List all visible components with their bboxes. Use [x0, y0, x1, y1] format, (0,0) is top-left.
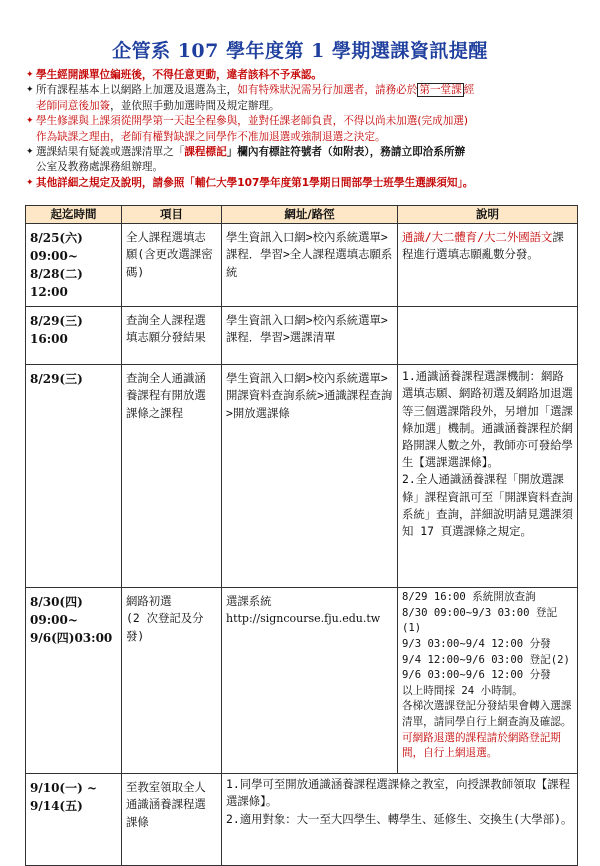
row-date: 8/29(三): [26, 365, 122, 588]
row-url: 學生資訊入口網>校內系統選單>開課資料查詢系統>通識課程查詢>開放選課條: [222, 365, 398, 588]
notes-list: [26, 68, 582, 191]
note-2-text-f: ，並依照手動加選時間及規定辦理。: [110, 99, 280, 112]
schedule-line: 9/4 12:00~9/6 03:00 登記(2): [402, 653, 570, 666]
schedule-line: 9/3 03:00~9/4 12:00 分發: [402, 637, 551, 650]
signcourse-link[interactable]: http://signcourse.fju.edu.tw: [226, 612, 381, 626]
date-end: 8/28(二) 12:00: [30, 267, 83, 300]
row-url: [222, 588, 398, 774]
header-date: 起迄時間: [26, 206, 122, 224]
table-row: [26, 365, 578, 588]
table-row: [26, 224, 578, 307]
row-date: [26, 224, 122, 307]
row-desc: [398, 307, 578, 365]
schedule-note: 各梯次選課登記分發結果會轉入選課清單，請同學自行上網查詢及確認。: [402, 700, 572, 728]
note-bullet-icon: ✦: [26, 147, 34, 158]
note-3-line-1: 學生修課與上課須從開學第一天起全程參與，並對任課老師負責，不得以尚未加選(完成加選): [36, 115, 469, 128]
row-desc: [222, 774, 578, 866]
row-desc: [398, 588, 578, 774]
row-item: 至教室領取全人通識涵養課程選課條: [122, 774, 222, 866]
date-start: 9/10(一) ~: [30, 781, 98, 796]
row-date: [26, 588, 122, 774]
table-row: [26, 774, 578, 866]
header-item: 項目: [122, 206, 222, 224]
row-item: 查詢全人通識涵養課程有開放選課條之課程: [122, 365, 222, 588]
table-row: [26, 307, 578, 365]
table-row: [26, 588, 578, 774]
schedule-line: 以上時間採 24 小時制。: [402, 684, 523, 697]
desc-point-2: 2.全人通識涵養課程「開放選課條」課程資訊可至「開課資料查詢系統」查詢，詳細說明請見選課須知 17 頁選課條之規定。: [402, 472, 573, 539]
note-bullet-icon: ✦: [26, 116, 34, 127]
note-5: [26, 176, 582, 191]
row-item: 全人課程選填志願(含更改選課密碼): [122, 224, 222, 307]
note-3-line-2: 作為缺課之理由，老師有權對缺課之同學作不准加退選或強制退選之決定。: [36, 130, 386, 143]
note-4-text-c: 」欄內有標註符號者（如附表），務請立即洽系所辦: [226, 146, 466, 159]
note-2: [26, 83, 582, 114]
note-bullet-icon: ✦: [26, 177, 34, 188]
note-4-text-d: 公室及教務處課務組辦理。: [36, 161, 164, 174]
row-date: [26, 774, 122, 866]
header-desc: 說明: [398, 206, 578, 224]
row-item: [122, 588, 222, 774]
header-url: 網址/路徑: [222, 206, 398, 224]
note-bullet-icon: ✦: [26, 85, 34, 96]
note-4-text-a: 選課結果有疑義或選課清單之「: [36, 146, 185, 159]
note-bullet-icon: ✦: [26, 70, 34, 80]
date-start: 8/25(六) 09:00~: [30, 231, 83, 264]
note-3: [26, 114, 582, 145]
note-5-text: 其他詳細之規定及說明，請參照「輔仁大學107學年度第1學期日間部學士班學生選課須知」。: [36, 176, 474, 189]
note-2-text-b: 如有特殊狀況需另行加選者，請務必於: [237, 84, 418, 97]
desc-red: 通識/大二體育/大二外國語文: [402, 230, 553, 245]
row-url: 學生資訊入口網>校內系統選單>課程．學習>全人課程選填志願系統: [222, 224, 398, 307]
schedule-line: 8/30 09:00~9/3 03:00 登記(1): [402, 606, 558, 635]
note-4-course-mark: 課程標記: [184, 146, 227, 159]
desc-point-1: 1.通識涵養課程選課機制：網路選填志願、網路初選及網路加退選等三個選課階段外，另增加「選課條加選」機制。通識涵養課程於網路開課人數之外，教師亦可發給學生【選課選課條】。: [402, 369, 573, 470]
schedule-table: [25, 205, 578, 866]
note-2-first-class: 第一堂課: [419, 84, 462, 97]
row-date: 8/29(三) 16:00: [26, 307, 122, 365]
date-end: 9/14(五): [30, 799, 83, 814]
row-desc: [398, 365, 578, 588]
desc-point-1: 1.同學可至開放通識涵養課程選課條之教室，向授課教師領取【課程選課條】。: [226, 777, 571, 809]
date-end: 9/6(四)03:00: [30, 631, 113, 646]
desc-rest: 課程進行選填志願亂數分發。: [402, 230, 564, 262]
schedule-note-red: 可網路退選的課程請於網路登記期間，自行上網退選。: [402, 731, 561, 760]
row-item: 查詢全人課程選填志願分發結果: [122, 307, 222, 365]
item-line-1: 網路初選: [126, 594, 172, 609]
note-2-text-a: 所有課程基本上以網路上加選及退選為主，: [36, 84, 238, 97]
row-url: 學生資訊入口網>校內系統選單>課程．學習>選課清單: [222, 307, 398, 365]
row-desc: [398, 224, 578, 307]
note-1-text: 學生經開課單位編班後，不得任意更動，違者該科不予承認。: [36, 69, 323, 81]
schedule-line: 9/6 03:00~9/6 12:00 分發: [402, 669, 551, 682]
note-1: [26, 68, 582, 83]
schedule-line: 8/29 16:00 系統開放查詢: [402, 591, 536, 604]
date-start: 8/30(四) 09:00~: [30, 595, 83, 628]
url-label: 選課系統: [226, 594, 272, 609]
page-title: 企管系 107 學年度第 1 學期選課資訊提醒: [112, 40, 488, 62]
desc-point-2: 2.適用對象：大一至大四學生、轉學生、延修生、交換生(大學部)。: [226, 811, 573, 826]
item-line-2: (2 次登記及分發): [126, 611, 204, 643]
table-header-row: [26, 206, 578, 224]
note-4: [26, 145, 582, 176]
note-2-text-e: 老師同意後加簽: [36, 99, 111, 112]
note-2-text-d: 經: [463, 84, 475, 97]
